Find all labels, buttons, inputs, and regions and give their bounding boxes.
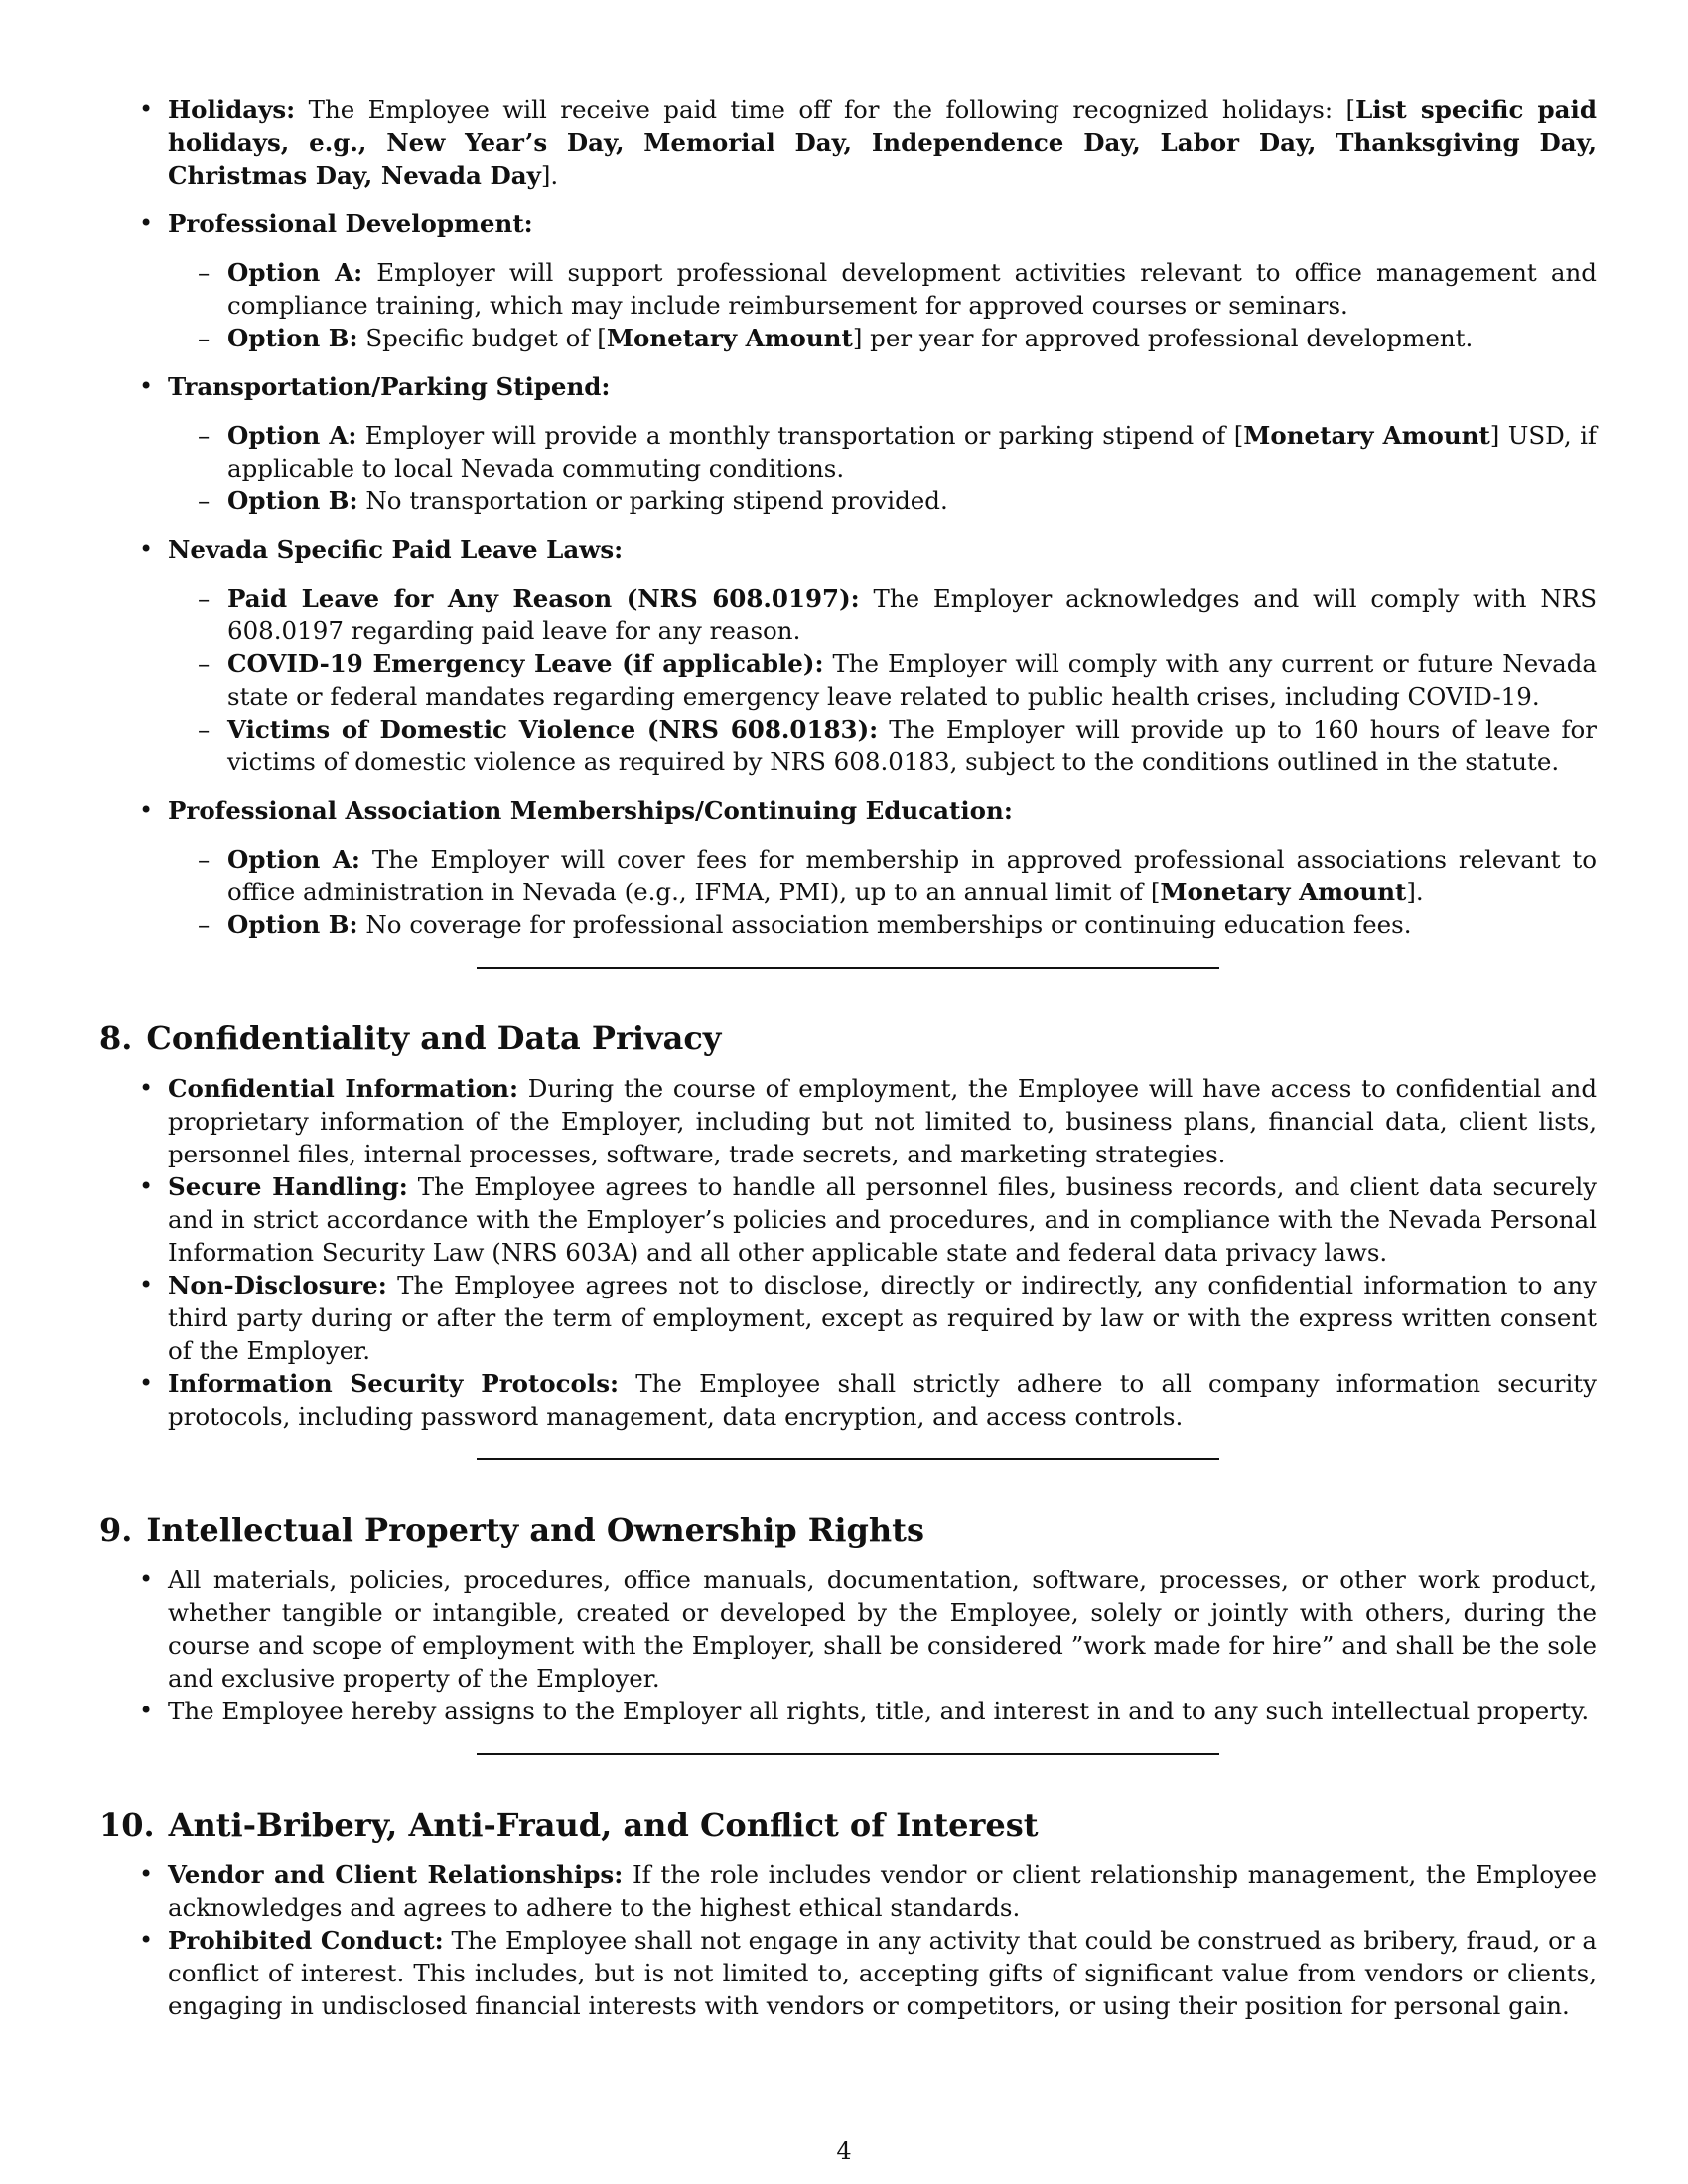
item-text: The Employee shall not engage in any activity that could be construed as bribery, fraud, or a conflict of interest. This includes, but is not limited to, accepting gifts of significant value from vendors or clients, engaging in undisclosed financial interests with vendors or competitors, or using their position for personal gain. xyxy=(168,1926,1597,2020)
holidays-text: The Employee will receive paid time off for the following recognized holidays: xyxy=(308,95,1334,124)
section-8-heading xyxy=(99,1019,1597,1058)
list-item-professional-development xyxy=(99,207,1597,354)
section-divider xyxy=(477,1458,1219,1460)
nevada-leave-item xyxy=(168,647,1597,713)
section-10-list xyxy=(99,1858,1597,2022)
section-number: 8. xyxy=(99,1020,133,1057)
prof-dev-option-b: – Option B: Specific budget of [Monetary Amount] per year for approved professional development. xyxy=(168,322,1597,354)
section-divider xyxy=(477,1753,1219,1755)
prof-dev-label: Professional Development: xyxy=(168,209,533,238)
section-number: 10. xyxy=(99,1806,155,1843)
item-label: Prohibited Conduct: xyxy=(168,1926,444,1955)
item-label: Victims of Domestic Violence (NRS 608.0183): xyxy=(227,715,879,744)
memberships-label: Professional Association Memberships/Continuing Education: xyxy=(168,796,1013,825)
item-text: The Employer will provide up to 160 hours of leave for victims of domestic violence as required by NRS 608.0183, subject to the conditions outlined in the statute. xyxy=(227,715,1597,776)
nevada-leave-label: Nevada Specific Paid Leave Laws: xyxy=(168,535,624,564)
section-title: Anti-Bribery, Anti-Fraud, and Conflict of Interest xyxy=(168,1806,1039,1843)
item-text: The Employee shall strictly adhere to all company information security protocols, including password management, data encryption, and access controls. xyxy=(168,1369,1597,1431)
memberships-options xyxy=(168,843,1597,941)
item-text: The Employer acknowledges and will comply with NRS 608.0197 regarding paid leave for any reason. xyxy=(227,584,1598,645)
transport-label: Transportation/Parking Stipend: xyxy=(168,372,611,401)
prof-dev-options xyxy=(168,256,1597,354)
option-text: USD, if applicable to local Nevada commuting conditions. xyxy=(227,421,1597,482)
item-label: Secure Handling: xyxy=(168,1172,408,1201)
page-number: 4 xyxy=(836,2137,852,2165)
list-item-nevada-leave xyxy=(99,533,1597,778)
list-item xyxy=(99,1170,1597,1269)
item-label: Confidential Information: xyxy=(168,1074,518,1103)
list-item xyxy=(99,1695,1597,1727)
section-title: Intellectual Property and Ownership Rights xyxy=(146,1511,924,1549)
holidays-placeholder: List specific paid holidays, e.g., New Year’s Day, Memorial Day, Independence Day, Labor Day, Thanksgiving Day, Christmas Day, Nevada Day xyxy=(168,95,1597,190)
monetary-placeholder: Monetary Amount xyxy=(1243,421,1490,450)
transport-option-b xyxy=(168,484,1597,517)
memberships-option-b xyxy=(168,908,1597,941)
item-text: The Employee agrees not to disclose, directly or indirectly, any confidential information to any third party during or after the term of employment, except as required by law or with the express written consent of the Employer. xyxy=(168,1271,1597,1365)
option-text: per year for approved professional development. xyxy=(870,324,1474,352)
list-item-memberships xyxy=(99,794,1597,941)
list-item xyxy=(99,1269,1597,1367)
monetary-placeholder: Monetary Amount xyxy=(1160,878,1407,906)
monetary-placeholder: Monetary Amount xyxy=(606,324,853,352)
benefits-list xyxy=(99,93,1597,941)
nevada-leave-item xyxy=(168,582,1597,647)
option-text: Employer will provide a monthly transportation or parking stipend of xyxy=(364,421,1226,450)
item-text: If the role includes vendor or client relationship management, the Employee acknowledges and agrees to adhere to the highest ethical standards. xyxy=(168,1860,1597,1922)
transport-option-a: – Option A: Employer will provide a monthly transportation or parking stipend of [Monetary Amount] USD, if applicable to local Nevada commuting conditions. xyxy=(168,419,1597,484)
transport-options xyxy=(168,419,1597,517)
section-8-list xyxy=(99,1072,1597,1433)
section-number: 9. xyxy=(99,1511,133,1549)
section-9-list xyxy=(99,1564,1597,1727)
item-label: Paid Leave for Any Reason (NRS 608.0197): xyxy=(227,584,860,613)
section-divider xyxy=(477,967,1219,969)
option-label: Option A: xyxy=(227,845,360,874)
option-text: No transportation or parking stipend provided. xyxy=(365,486,948,515)
item-text: During the course of employment, the Employee will have access to confidential and proprietary information of the Employer, including but not limited to, business plans, financial data, client lists, personnel files, internal processes, software, trade secrets, and marketing strategies. xyxy=(168,1074,1598,1168)
nevada-leave-item xyxy=(168,713,1597,778)
prof-dev-option-a xyxy=(168,256,1597,322)
item-text: The Employee hereby assigns to the Employer all rights, title, and interest in and to any such intellectual property. xyxy=(168,1697,1590,1725)
item-label: Information Security Protocols: xyxy=(168,1369,620,1398)
holidays-label: Holidays: xyxy=(168,95,296,124)
item-label: COVID-19 Emergency Leave (if applicable): xyxy=(227,649,824,678)
option-label: Option B: xyxy=(227,486,358,515)
item-label: Vendor and Client Relationships: xyxy=(168,1860,624,1889)
list-item-transportation xyxy=(99,370,1597,517)
section-title: Confidentiality and Data Privacy xyxy=(146,1020,722,1057)
list-item xyxy=(99,1564,1597,1695)
option-text: The Employer will cover fees for membership in approved professional associations relevant to office administration in Nevada (e.g., IFMA, PMI), up to an annual limit of xyxy=(227,845,1597,906)
memberships-option-a: – Option A: The Employer will cover fees for membership in approved professional associations relevant to office administration in Nevada (e.g., IFMA, PMI), up to an annual limit of [Monetary Amount]. xyxy=(168,843,1597,908)
item-text: All materials, policies, procedures, office manuals, documentation, software, processes, or other work product, whether tangible or intangible, created or developed by the Employee, solely or jointly with others, during the course and scope of employment with the Employer, shall be considered ”work made for hire” and shall be the sole and exclusive property of the Employer. xyxy=(168,1566,1597,1693)
list-item xyxy=(99,1924,1597,2022)
section-10-heading xyxy=(99,1805,1597,1844)
option-label: Option A: xyxy=(227,258,363,287)
option-text: No coverage for professional association memberships or continuing education fees. xyxy=(365,910,1412,939)
item-text: The Employer will comply with any current or future Nevada state or federal mandates regarding emergency leave related to public health crises, including COVID-19. xyxy=(227,649,1597,711)
nevada-leave-items xyxy=(168,582,1597,778)
section-9-heading xyxy=(99,1510,1597,1550)
option-text: Employer will support professional development activities relevant to office management and compliance training, which may include reimbursement for approved courses or seminars. xyxy=(227,258,1597,320)
list-item xyxy=(99,1367,1597,1433)
option-label: Option B: xyxy=(227,910,358,939)
list-item xyxy=(99,1072,1597,1170)
option-label: Option B: xyxy=(227,324,358,352)
item-label: Non-Disclosure: xyxy=(168,1271,387,1299)
list-item xyxy=(99,1858,1597,1924)
option-text: Specific budget of xyxy=(365,324,590,352)
document-page xyxy=(99,93,1597,2022)
option-label: Option A: xyxy=(227,421,357,450)
list-item-holidays: • Holidays: The Employee will receive paid time off for the following recognized holidays: [List specific paid holidays, e.g., New Year’s Day, Memorial Day, Independence Day, Labor Day, Thanksgiving Day, Christmas Day, Nevada Day]. xyxy=(99,93,1597,192)
item-text: The Employee agrees to handle all personnel files, business records, and client data securely and in strict accordance with the Employer’s policies and procedures, and in compliance with the Nevada Personal Information Security Law (NRS 603A) and all other applicable state and federal data privacy laws. xyxy=(168,1172,1597,1267)
